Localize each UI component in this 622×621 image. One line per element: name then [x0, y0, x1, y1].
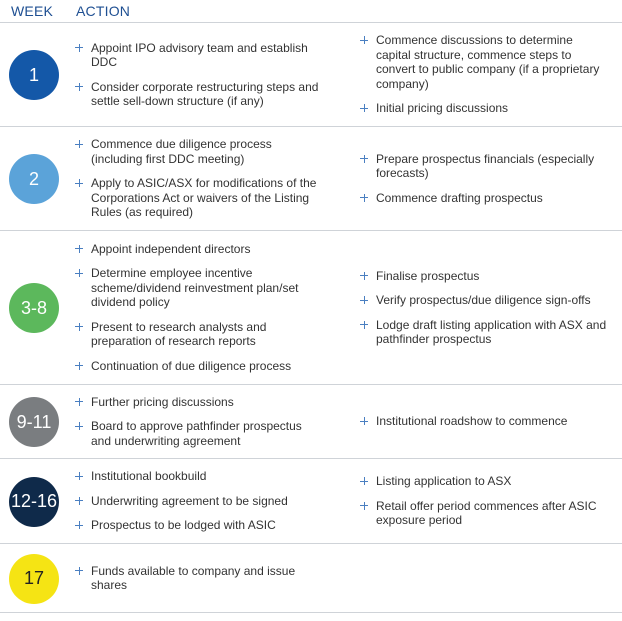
table-row	[0, 231, 622, 385]
plus-icon	[75, 521, 83, 529]
plus-icon	[360, 104, 368, 112]
action-item	[75, 564, 325, 593]
table-row	[0, 459, 622, 544]
action-item	[75, 137, 325, 166]
action-text: Verify prospectus/due diligence sign-offs	[376, 293, 591, 307]
plus-icon	[75, 44, 83, 52]
table-header	[0, 0, 622, 23]
action-column-right	[360, 459, 610, 543]
action-item	[75, 469, 325, 484]
action-column-left	[75, 459, 325, 543]
plus-icon	[360, 417, 368, 425]
plus-icon	[75, 398, 83, 406]
action-text: Prepare prospectus financials (especially forecasts)	[376, 151, 595, 181]
action-column-left	[75, 544, 325, 612]
plus-icon	[75, 179, 83, 187]
action-column-right	[360, 544, 610, 612]
week-column-header: WEEK	[11, 3, 54, 19]
action-text: Commence drafting prospectus	[376, 190, 543, 205]
action-text: Board to approve pathfinder prospectus and underwriting agreement	[91, 419, 302, 448]
action-item	[75, 359, 325, 374]
plus-icon	[360, 194, 368, 202]
action-item	[75, 518, 325, 533]
action-text: Determine employee incentive scheme/dividend reinvestment plan/set dividend policy	[91, 266, 299, 310]
action-item	[360, 101, 610, 116]
action-text: Continuation of due diligence process	[91, 358, 292, 373]
action-column-right	[360, 127, 610, 230]
week-badge: 3-8	[9, 283, 59, 333]
plus-icon	[75, 472, 83, 480]
action-item	[75, 176, 325, 220]
action-text: Underwriting agreement to be signed	[91, 493, 288, 508]
action-column-left	[75, 385, 325, 458]
action-text: Funds available to company and issue shares	[91, 563, 296, 592]
week-badge: 2	[9, 154, 59, 204]
plus-icon	[75, 362, 83, 370]
action-column-right	[360, 23, 610, 126]
action-text: Institutional bookbuild	[91, 469, 207, 484]
plus-icon	[75, 422, 83, 430]
action-text: Retail offer period commences after ASIC exposure period	[376, 498, 597, 528]
plus-icon	[75, 245, 83, 253]
action-item	[360, 33, 610, 91]
week-badge: 12-16	[9, 477, 59, 527]
action-item	[75, 419, 325, 448]
table-row	[0, 544, 622, 613]
action-item	[75, 41, 325, 70]
action-column-left	[75, 231, 325, 384]
action-text: Consider corporate restructuring steps and settle sell-down structure (if any)	[91, 79, 319, 108]
action-item	[360, 191, 610, 206]
table-row	[0, 385, 622, 459]
plus-icon	[360, 502, 368, 510]
table-row	[0, 127, 622, 231]
week-badge: 1	[9, 50, 59, 100]
table-row	[0, 23, 622, 127]
action-text: Lodge draft listing application with ASX and pathfinder prospectus	[376, 317, 607, 346]
action-text: Present to research analysts and preparation of research reports	[91, 319, 267, 349]
action-text: Appoint IPO advisory team and establish DDC	[91, 40, 308, 69]
week-badge: 9-11	[9, 397, 59, 447]
plus-icon	[360, 296, 368, 304]
action-item	[360, 414, 610, 429]
plus-icon	[360, 321, 368, 329]
plus-icon	[75, 140, 83, 148]
plus-icon	[75, 323, 83, 331]
action-column-right	[360, 385, 610, 458]
action-item	[75, 242, 325, 257]
action-column-left	[75, 127, 325, 230]
plus-icon	[360, 155, 368, 163]
action-item	[360, 152, 610, 181]
action-text: Commence discussions to determine capital structure, commence steps to convert to public company (if a proprietary company)	[376, 33, 600, 91]
plus-icon	[75, 567, 83, 575]
action-item	[360, 318, 610, 347]
plus-icon	[75, 83, 83, 91]
action-item	[75, 395, 325, 410]
action-text: Commence due diligence process (including first DDC meeting)	[91, 137, 272, 166]
action-text: Initial pricing discussions	[376, 101, 509, 116]
action-item	[360, 474, 610, 489]
action-item	[360, 499, 610, 528]
action-item	[75, 320, 325, 349]
plus-icon	[75, 497, 83, 505]
action-text: Finalise prospectus	[376, 268, 480, 283]
plus-icon	[75, 269, 83, 277]
action-item	[75, 266, 325, 310]
week-badge: 17	[9, 554, 59, 604]
action-item	[360, 269, 610, 284]
action-item	[75, 494, 325, 509]
action-text: Apply to ASIC/ASX for modifications of the Corporations Act or waivers of the Listing Rules (as required)	[91, 176, 317, 220]
plus-icon	[360, 477, 368, 485]
action-column-left	[75, 23, 325, 126]
action-text: Prospectus to be lodged with ASIC	[91, 518, 276, 533]
action-text: Appoint independent directors	[91, 241, 251, 256]
action-column-header: ACTION	[76, 3, 131, 19]
plus-icon	[360, 272, 368, 280]
action-item	[75, 80, 325, 109]
action-item	[360, 293, 610, 308]
action-text: Further pricing discussions	[91, 394, 234, 409]
action-text: Institutional roadshow to commence	[376, 414, 568, 429]
plus-icon	[360, 36, 368, 44]
action-column-right	[360, 231, 610, 384]
action-text: Listing application to ASX	[376, 474, 512, 489]
